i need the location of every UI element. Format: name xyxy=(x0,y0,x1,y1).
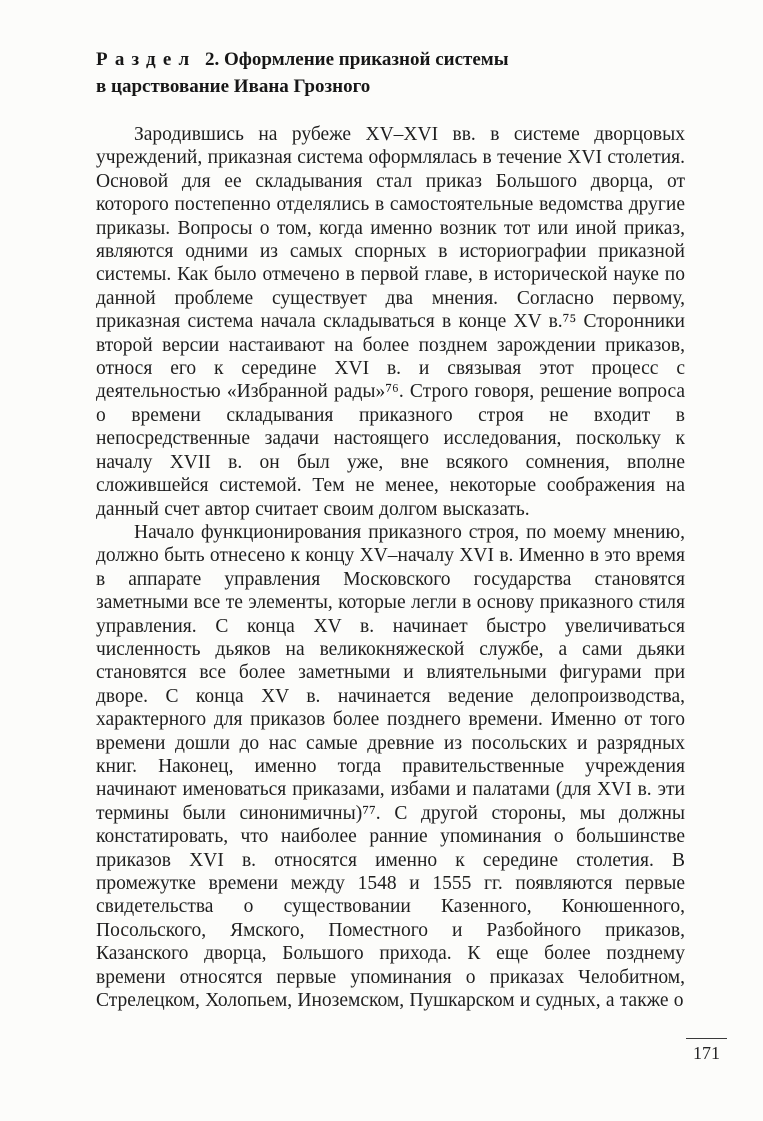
paragraph-2: Начало функционирования приказного строя, по моему мнению, должно быть отнесено к концу XV–началу XVI в. Именно в это время в аппарате управления Московского государства становятся заметными все те элементы, которые легли в основу приказного стиля управления. С конца XV в. начинает быстро увеличиваться численность дьяков на великокняжеской службе, а сами дьяки становятся все более заметными и влиятельными фигурами при дворе. С конца XV в. начинается ведение делопроизводства, характерного для приказов более позднего времени. Именно от того времени дошли до нас самые древние из посольских и разрядных книг. Наконец, именно тогда правительственные учреждения начинают именоваться приказами, избами и палатами (для XVI в. эти термины были синонимичны)⁷⁷. С другой стороны, мы должны констатировать, что наиболее ранние упоминания о большинстве приказов XVI в. относятся именно к середине столетия. В промежутке времени между 1548 и 1555 гг. появляются первые свидетельства о существовании Казенного, Конюшенного, Посольского, Ямского, Поместного и Разбойного приказов, Казанского дворца, Большого прихода. К еще более позднему времени относятся первые упоминания о приказах Челобитном, Стрелецком, Холопьем, Иноземском, Пушкарском и судных, а также о xyxy=(96,521,685,1012)
section-heading xyxy=(96,46,685,100)
page-footer xyxy=(686,1038,727,1064)
body-text xyxy=(96,123,685,1012)
page-number: 171 xyxy=(686,1038,727,1064)
section-heading-word: Раздел xyxy=(96,49,197,70)
section-heading-rest: 2. Оформление приказной системы xyxy=(204,49,509,70)
paragraph-1: Зародившись на рубеже XV–XVI вв. в системе дворцовых учреждений, приказная система оформлялась в течение XVI столетия. Основой для ее складывания стал приказ Большого дворца, от которого постепенно отделялись в самостоятельные ведомства другие приказы. Вопросы о том, когда именно возник тот или иной приказ, являются одними из самых спорных в историографии приказной системы. Как было отмечено в первой главе, в исторической науке по данной проблеме существует два мнения. Согласно первому, приказная система начала складываться в конце XV в.⁷⁵ Сторонники второй версии настаивают на более позднем зарождении приказов, относя его к середине XVI в. и связывая этот процесс с деятельностью «Избранной рады»⁷⁶. Строго говоря, решение вопроса о времени складывания приказного строя не входит в непосредственные задачи настоящего исследования, поскольку к началу XVII в. он был уже, вне всякого сомнения, вполне сложившейся системой. Тем не менее, некоторые соображения на данный счет автор считает своим долгом высказать. xyxy=(96,124,685,520)
section-heading-line2: в царствование Ивана Грозного xyxy=(96,76,371,97)
